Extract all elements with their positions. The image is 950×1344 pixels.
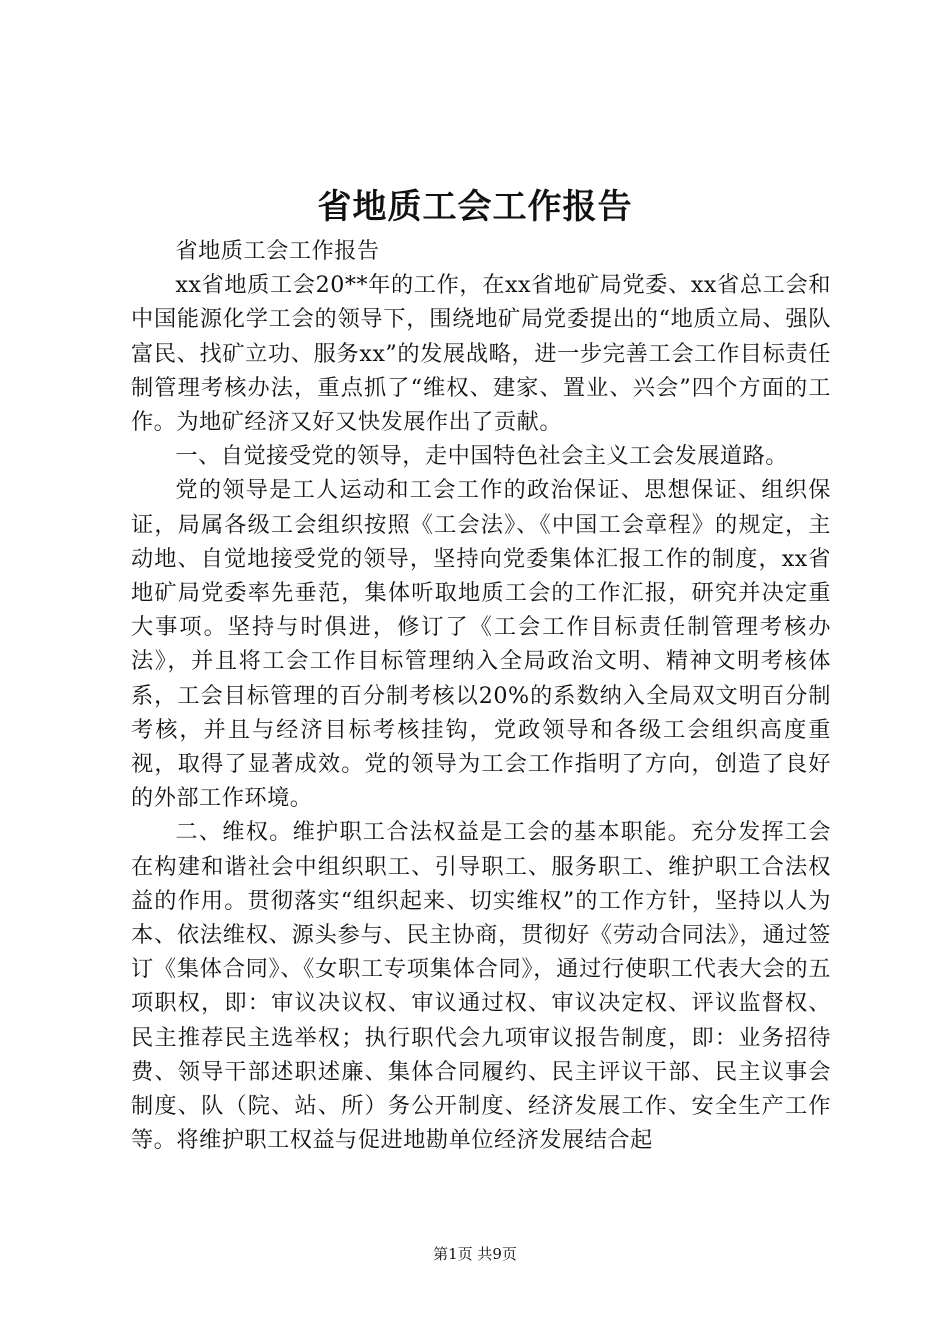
paragraph-section-1-body: 党的领导是工人运动和工会工作的政治保证、思想保证、组织保证，局属各级工会组织按照《工会法》、《中国工会章程》的规定，主动地、自觉地接受党的领导，坚持向党委集体汇报工作的制度，xx省地矿局党委率先垂范，集体听取地质工会的工作汇报，研究并决定重大事项。坚持与时俱进，修订了《工会工作目标责任制管理考核办法》，并且将工会工作目标管理纳入全局政治文明、精神文明考核体系，工会目标管理的百分制考核以20%的系数纳入全局双文明百分制考核，并且与经济目标考核挂钩，党政领导和各级工会组织高度重视，取得了显著成效。党的领导为工会工作指明了方向，创造了良好的外部工作环境。	[131, 477, 831, 812]
paragraph-subtitle: 省地质工会工作报告	[175, 238, 380, 264]
document-body	[131, 234, 831, 1157]
paragraph-section-2: 二、维权。维护职工合法权益是工会的基本职能。充分发挥工会在构建和谐社会中组织职工、引导职工、服务职工、维护职工合法权益的作用。贯彻落实“组织起来、切实维权”的工作方针，坚持以人为本、依法维权、源头参与、民主协商，贯彻好《劳动合同法》，通过签订《集体合同》、《女职工专项集体合同》，通过行使职工代表大会的五项职权，即：审议决议权、审议通过权、审议决定权、评议监督权、民主推荐民主选举权；执行职代会九项审议报告制度，即：业务招待费、领导干部述职述廉、集体合同履约、民主评议干部、民主议事会制度、队（院、站、所）务公开制度、经济发展工作、安全生产工作等。将维护职工权益与促进地勘单位经济发展结合起	[131, 819, 831, 1154]
document-title: 省地质工会工作报告	[317, 187, 633, 227]
paragraph-section-1-heading: 一、自觉接受党的领导，走中国特色社会主义工会发展道路。	[175, 443, 788, 470]
paragraph-intro: xx省地质工会20**年的工作，在xx省地矿局党委、xx省总工会和中国能源化学工会的领导下，围绕地矿局党委提出的“地质立局、强队富民、找矿立功、服务xx”的发展战略，进一步完善工会工作目标责任制管理考核办法，重点抓了“维权、建家、置业、兴会”四个方面的工作。为地矿经济又好又快发展作出了贡献。	[131, 272, 831, 436]
page-footer: 第1页 共9页	[433, 1245, 517, 1263]
